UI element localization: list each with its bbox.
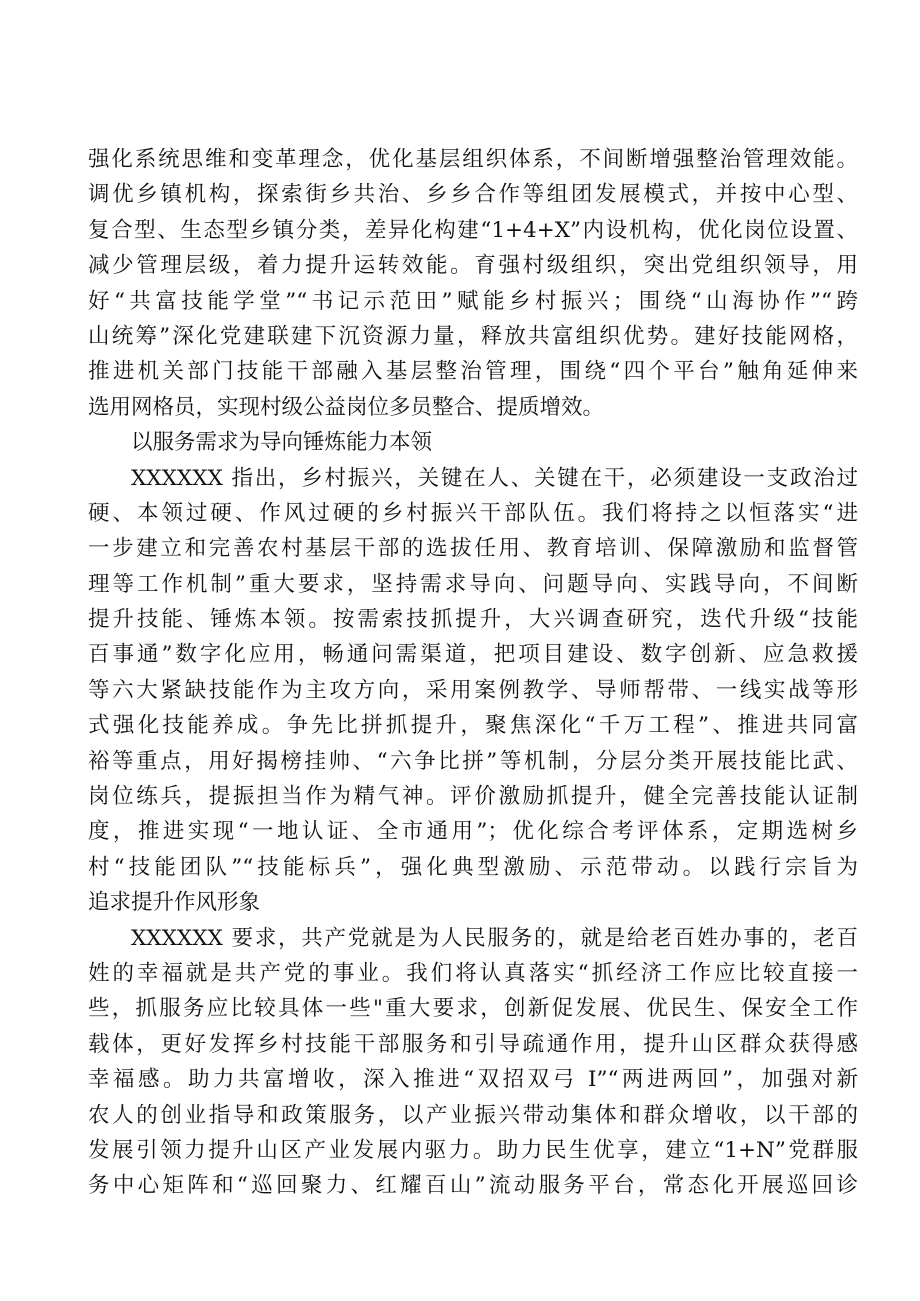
text-line: 载体，更好发挥乡村技能干部服务和引导疏通作用，提升山区群众获得感	[88, 1031, 858, 1057]
section-heading: 追求提升作风形象	[88, 890, 261, 916]
text-line: 好“共富技能学堂”“书记示范田”赋能乡村振兴；围绕“山海协作”“跨	[88, 288, 858, 314]
text-line: 复合型、生态型乡镇分类，差异化构建“1+4+X”内设机构，优化岗位设置、	[88, 217, 858, 243]
section-heading: 以服务需求为导向锤炼能力本领	[131, 430, 433, 456]
text-line: 百事通”数字化应用，畅通问需渠道，把项目建设、数字创新、应急救援	[88, 642, 858, 668]
text-line: 硬、本领过硬、作风过硬的乡村振兴干部队伍。我们将持之以恒落实“进	[88, 500, 858, 526]
text-line: 农人的创业指导和政策服务，以产业振兴带动集体和群众增收，以干部的	[88, 1102, 858, 1128]
text-line: 理等工作机制”重大要求，坚持需求导向、问题导向、实践导向，不间断	[88, 571, 858, 597]
body-text	[88, 142, 858, 1204]
text-line: 等六大紧缺技能作为主攻方向，采用案例教学、导师帮带、一线实战等形	[88, 677, 858, 703]
text-line: 务中心矩阵和“巡回聚力、红耀百山”流动服务平台，常态化开展巡回诊	[88, 1173, 858, 1199]
text-line: 幸福感。助力共富增收，深入推进“双招双弓 I”“两进两回”，加强对新	[88, 1067, 858, 1093]
text-line: 度，推进实现“一地认证、全市通用”；优化综合考评体系，定期选树乡	[88, 819, 858, 845]
text-line: 发展引领力提升山区产业发展内驱力。助力民生优享，建立“1+N”党群服	[88, 1137, 858, 1163]
text-line: 强化系统思维和变革理念，优化基层组织体系，不间断增强整治管理效能。	[88, 147, 858, 172]
text-line: 调优乡镇机构，探索街乡共治、乡乡合作等组团发展模式，并按中心型、	[88, 182, 858, 208]
text-line: 山统筹”深化党建联建下沉资源力量，释放共富组织优势。建好技能网格，	[88, 323, 858, 349]
text-line: 些，抓服务应比较具体一些"重大要求，创新促发展、优民生、保安全工作	[88, 996, 858, 1022]
text-line: XXXXXX 要求，共产党就是为人民服务的，就是给老百姓办事的，老百	[131, 925, 858, 951]
text-line: 提升技能、锤炼本领。按需索技抓提升，大兴调查研究，迭代升级“技能	[88, 607, 858, 633]
text-line: 裕等重点，用好揭榜挂帅、“六争比拼”等机制，分层分类开展技能比武、	[88, 748, 858, 774]
text-line: 岗位练兵，提振担当作为精气神。评价激励抓提升，健全完善技能认证制	[88, 784, 858, 810]
text-line: 式强化技能养成。争先比拼抓提升，聚焦深化“千万工程”、推进共同富	[88, 713, 858, 739]
text-line: XXXXXX 指出，乡村振兴，关键在人、关键在干，必须建设一支政治过	[131, 465, 858, 491]
text-line: 推进机关部门技能干部融入基层整治管理，围绕“四个平台”触角延伸来	[88, 359, 858, 385]
text-line: 选用网格员，实现村级公益岗位多员整合、提质增效。	[88, 394, 605, 420]
text-line: 村“技能团队”“技能标兵”，强化典型激励、示范带动。以践行宗旨为	[88, 854, 858, 880]
text-line: 减少管理层级，着力提升运转效能。育强村级组织，突出党组织领导，用	[88, 253, 858, 279]
text-line: 姓的幸福就是共产党的事业。我们将认真落实“抓经济工作应比较直接一	[88, 960, 858, 986]
text-line: 一步建立和完善农村基层干部的选拔任用、教育培训、保障激励和监督管	[88, 536, 858, 562]
